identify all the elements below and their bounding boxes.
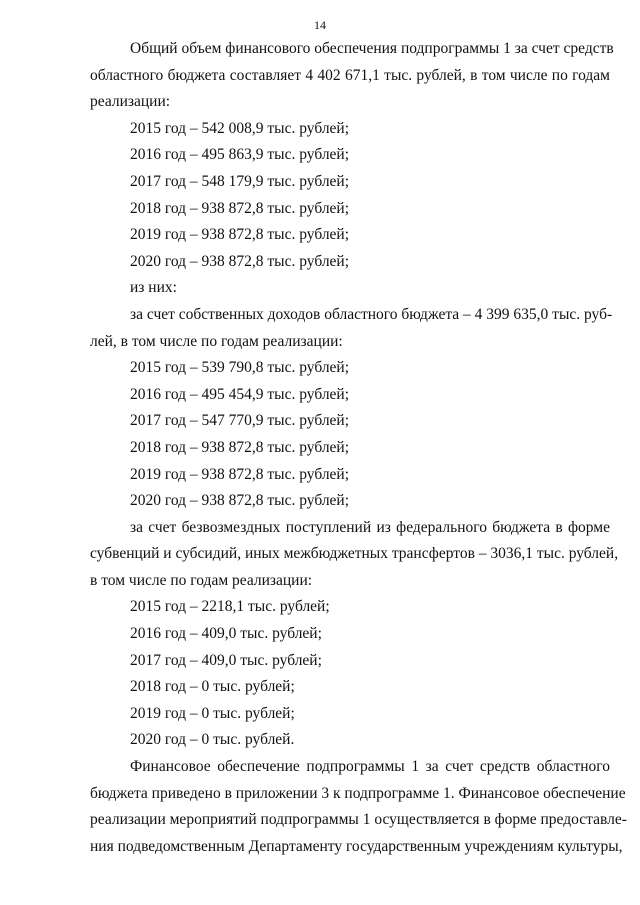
text-line: из них:	[130, 279, 177, 297]
text-line: 2016 год – 495 454,9 тыс. рублей;	[130, 385, 350, 403]
text-line: 2019 год – 938 872,8 тыс. рублей;	[130, 226, 350, 244]
text-line: 2017 год – 548 179,9 тыс. рублей;	[130, 172, 350, 190]
text-line: Общий объем финансового обеспечения подпрограммы 1 за счет средств	[130, 40, 614, 57]
text-line: субвенций и субсидий, иных межбюджетных трансфертов – 3036,1 тыс. рублей,	[90, 545, 619, 563]
text-line: 2016 год – 409,0 тыс. рублей;	[130, 625, 322, 643]
text-line: реализации:	[90, 93, 171, 111]
text-line: 2015 год – 539 790,8 тыс. рублей;	[130, 359, 350, 377]
text-line: 2015 год – 542 008,9 тыс. рублей;	[130, 119, 350, 137]
text-line: 2020 год – 938 872,8 тыс. рублей;	[130, 252, 350, 270]
text-line: в том числе по годам реализации:	[90, 571, 313, 589]
text-line: ния подведомственным Департаменту государственным учреждениям культуры,	[90, 837, 623, 855]
text-line: 2017 год – 409,0 тыс. рублей;	[130, 651, 322, 669]
text-line: 2018 год – 938 872,8 тыс. рублей;	[130, 438, 350, 456]
text-line: лей, в том числе по годам реализации:	[90, 332, 343, 350]
text-line: Финансовое обеспечение подпрограммы 1 за счет средств областного	[130, 758, 610, 776]
text-line: 2017 год – 547 770,9 тыс. рублей;	[130, 412, 350, 430]
text-line: областного бюджета составляет 4 402 671,1 тыс. рублей, в том числе по годам	[90, 66, 610, 84]
page-number: 14	[314, 18, 326, 32]
text-line: 2020 год – 0 тыс. рублей.	[130, 731, 295, 749]
text-line: 2015 год – 2218,1 тыс. рублей;	[130, 598, 330, 616]
document-body	[90, 36, 627, 860]
text-line: за счет собственных доходов областного бюджета – 4 399 635,0 тыс. руб-	[130, 305, 613, 323]
text-line: 2018 год – 0 тыс. рублей;	[130, 678, 295, 696]
text-line: 2019 год – 938 872,8 тыс. рублей;	[130, 465, 350, 483]
text-line: 2018 год – 938 872,8 тыс. рублей;	[130, 199, 350, 217]
text-line: 2019 год – 0 тыс. рублей;	[130, 704, 295, 722]
text-line: бюджета приведено в приложении 3 к подпрограмме 1. Финансовое обеспечение	[90, 784, 626, 802]
text-line: 2016 год – 495 863,9 тыс. рублей;	[130, 146, 350, 164]
text-line: реализации мероприятий подпрограммы 1 осуществляется в форме предоставле-	[90, 811, 627, 829]
text-line: за счет безвозмездных поступлений из федерального бюджета в форме	[130, 518, 610, 536]
text-line: 2020 год – 938 872,8 тыс. рублей;	[130, 492, 350, 510]
